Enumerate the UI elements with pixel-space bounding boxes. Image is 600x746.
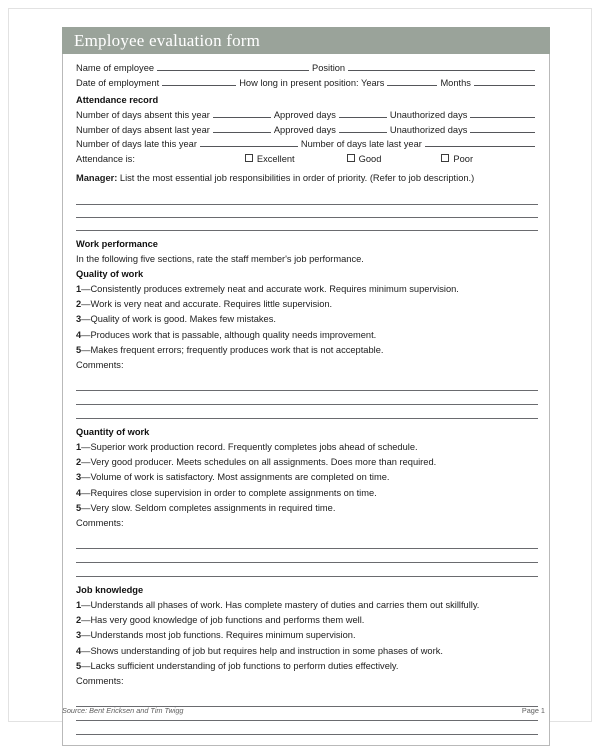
scale-number: 3 xyxy=(76,314,82,325)
attendance-option-excellent[interactable] xyxy=(245,152,295,167)
scale-text: Understands all phases of work. Has complete mastery of duties and carries them out skillfully. xyxy=(90,600,480,611)
absent-last-year-label: Number of days absent last year xyxy=(76,124,210,135)
scale-number: 2 xyxy=(76,457,82,468)
scale-text: Volume of work is satisfactory. Most assignments are completed on time. xyxy=(90,472,390,483)
section-heading-quantity-of-work: Quantity of work xyxy=(76,427,150,438)
scale-item: 4—Shows understanding of job but requires help and instruction in some phases of work. xyxy=(76,645,443,656)
write-in-line[interactable] xyxy=(76,218,538,231)
scale-text: Work is very neat and accurate. Requires little supervision. xyxy=(90,299,333,310)
field-row-days-late xyxy=(76,137,538,152)
scale-item: 5—Lacks sufficient understanding of job functions to perform duties effectively. xyxy=(76,660,399,671)
scale-item: 1—Consistently produces extremely neat and accurate work. Requires minimum supervision. xyxy=(76,284,459,294)
page-footer xyxy=(62,706,545,715)
approved-days-input-2[interactable] xyxy=(339,123,387,133)
unauthorized-days-input-2[interactable] xyxy=(470,123,535,133)
late-this-year-label: Number of days late this year xyxy=(76,139,197,149)
scale-text: Superior work production record. Frequently completes jobs ahead of schedule. xyxy=(90,442,418,453)
scale-text: Makes frequent errors; frequently produces work that is not acceptable. xyxy=(90,344,384,355)
attendance-option-good-label: Good xyxy=(358,153,382,164)
late-last-year-input[interactable] xyxy=(425,137,535,147)
write-in-line[interactable] xyxy=(76,205,538,218)
scale-number: 4 xyxy=(76,329,82,340)
scale-text: Produces work that is passable, although quality needs improvement. xyxy=(90,329,377,340)
months-label: Months xyxy=(440,77,471,88)
scale-number: 5 xyxy=(76,344,82,355)
comments-label-job-knowledge: Comments: xyxy=(76,676,124,687)
scale-item: 2—Has very good knowledge of job functions and performs them well. xyxy=(76,615,365,626)
scale-text: Very slow. Seldom completes assignments in required time. xyxy=(90,502,336,513)
scale-number: 3 xyxy=(76,472,82,483)
late-last-year-label: Number of days late last year xyxy=(300,139,422,149)
write-in-line[interactable] xyxy=(76,693,538,707)
approved-days-label-1: Approved days xyxy=(273,110,336,120)
scale-item: 1—Understands all phases of work. Has complete mastery of duties and carries them out skillfully. xyxy=(76,600,480,611)
field-row-name-position xyxy=(76,61,538,76)
section-heading-job-knowledge: Job knowledge xyxy=(76,585,144,596)
unauthorized-days-input-1[interactable] xyxy=(470,108,535,118)
comments-label-quality: Comments: xyxy=(76,360,124,371)
field-row-employment-date xyxy=(76,76,538,91)
scale-text: Consistently produces extremely neat and accurate work. Requires minimum supervision. xyxy=(90,284,459,294)
write-in-line[interactable] xyxy=(76,721,538,735)
field-row-absent-this-year xyxy=(76,108,538,123)
footer-page-number: Page 1 xyxy=(521,706,545,715)
section-heading-quality-of-work: Quality of work xyxy=(76,269,144,279)
scale-number: 5 xyxy=(76,660,82,671)
date-of-employment-input[interactable] xyxy=(162,76,236,86)
scale-text: Requires close supervision in order to complete assignments on time. xyxy=(90,487,377,498)
work-performance-heading: Work performance xyxy=(76,239,158,249)
scale-text: Understands most job functions. Requires minimum supervision. xyxy=(90,630,356,641)
attendance-rating-row xyxy=(76,152,538,167)
form-title-bar xyxy=(62,27,550,54)
field-row-absent-last-year xyxy=(76,123,538,138)
manager-instruction xyxy=(76,171,538,186)
page-title: Employee evaluation form xyxy=(74,31,261,51)
scale-item: 2—Work is very neat and accurate. Requires little supervision. xyxy=(76,299,333,310)
scale-item: 5—Very slow. Seldom completes assignments in required time. xyxy=(76,502,336,513)
write-in-line[interactable] xyxy=(76,549,538,563)
write-in-line[interactable] xyxy=(76,391,538,405)
scale-number: 1 xyxy=(76,284,82,294)
scale-number: 5 xyxy=(76,502,82,513)
write-in-line[interactable] xyxy=(76,535,538,549)
scale-number: 4 xyxy=(76,487,82,498)
absent-last-year-input[interactable] xyxy=(213,123,271,133)
evaluation-form xyxy=(62,27,550,746)
scale-text: Shows understanding of job but requires help and instruction in some phases of work. xyxy=(90,645,443,656)
months-input[interactable] xyxy=(474,76,535,86)
manager-prefix-label: Manager: xyxy=(76,173,118,183)
how-long-present-position-label: How long in present position: Years xyxy=(239,77,385,88)
approved-days-label-2: Approved days xyxy=(273,124,336,135)
scale-text: Very good producer. Meets schedules on all assignments. Does more than required. xyxy=(90,457,437,468)
comments-lines-quality xyxy=(76,377,538,419)
scale-text: Lacks sufficient understanding of job functions to perform duties effectively. xyxy=(90,660,399,671)
write-in-line[interactable] xyxy=(76,192,538,205)
scale-item: 4—Requires close supervision in order to complete assignments on time. xyxy=(76,487,377,498)
scale-number: 2 xyxy=(76,299,82,310)
work-performance-intro: In the following five sections, rate the staff member's job performance. xyxy=(76,254,364,264)
scale-item: 3—Quality of work is good. Makes few mistakes. xyxy=(76,314,276,325)
scale-item: 4—Produces work that is passable, although quality needs improvement. xyxy=(76,329,377,340)
write-in-line[interactable] xyxy=(76,563,538,577)
approved-days-input-1[interactable] xyxy=(339,108,387,118)
attendance-option-excellent-label: Excellent xyxy=(256,153,295,164)
absent-this-year-input[interactable] xyxy=(213,108,271,118)
checkbox-icon-excellent[interactable] xyxy=(245,154,253,162)
form-body xyxy=(62,54,550,746)
scale-item: 5—Makes frequent errors; frequently produces work that is not acceptable. xyxy=(76,344,384,355)
unauthorized-days-label-2: Unauthorized days xyxy=(389,124,468,135)
name-of-employee-input[interactable] xyxy=(157,61,309,71)
attendance-record-heading: Attendance record xyxy=(76,95,159,105)
name-of-employee-label: Name of employee xyxy=(76,63,155,73)
scale-number: 3 xyxy=(76,630,82,641)
comments-lines-quantity xyxy=(76,535,538,577)
scale-number: 4 xyxy=(76,645,82,656)
manager-instruction-text: List the most essential job responsibilities in order of priority. (Refer to job description.) xyxy=(117,173,475,183)
scale-text: Has very good knowledge of job functions and performs them well. xyxy=(90,615,365,626)
scale-item: 1—Superior work production record. Frequently completes jobs ahead of schedule. xyxy=(76,442,418,453)
unauthorized-days-label-1: Unauthorized days xyxy=(389,110,468,120)
scale-item: 2—Very good producer. Meets schedules on all assignments. Does more than required. xyxy=(76,457,437,468)
checkbox-icon-good[interactable] xyxy=(347,154,355,162)
attendance-option-poor-label: Poor xyxy=(453,153,474,164)
scale-item: 3—Volume of work is satisfactory. Most assignments are completed on time. xyxy=(76,472,390,483)
scale-text: Quality of work is good. Makes few mistakes. xyxy=(90,314,276,325)
position-label: Position xyxy=(312,63,346,73)
scale-number: 1 xyxy=(76,442,82,453)
page-sheet xyxy=(8,8,592,722)
write-in-line[interactable] xyxy=(76,377,538,391)
comments-label-quantity: Comments: xyxy=(76,518,124,529)
attendance-is-label: Attendance is: xyxy=(76,153,135,164)
write-in-line[interactable] xyxy=(76,405,538,419)
years-input[interactable] xyxy=(387,76,437,86)
position-input[interactable] xyxy=(348,61,535,71)
manager-responsibilities-lines xyxy=(76,192,538,231)
footer-source: Source: Bent Ericksen and Tim Twigg xyxy=(62,706,184,715)
attendance-option-good[interactable] xyxy=(347,152,382,167)
date-of-employment-label: Date of employment xyxy=(76,77,160,88)
attendance-option-poor[interactable] xyxy=(441,152,473,167)
checkbox-icon-poor[interactable] xyxy=(441,154,449,162)
scale-item: 3—Understands most job functions. Requires minimum supervision. xyxy=(76,630,356,641)
scale-number: 2 xyxy=(76,615,82,626)
scale-number: 1 xyxy=(76,600,82,611)
absent-this-year-label: Number of days absent this year xyxy=(76,110,210,120)
late-this-year-input[interactable] xyxy=(200,137,298,147)
